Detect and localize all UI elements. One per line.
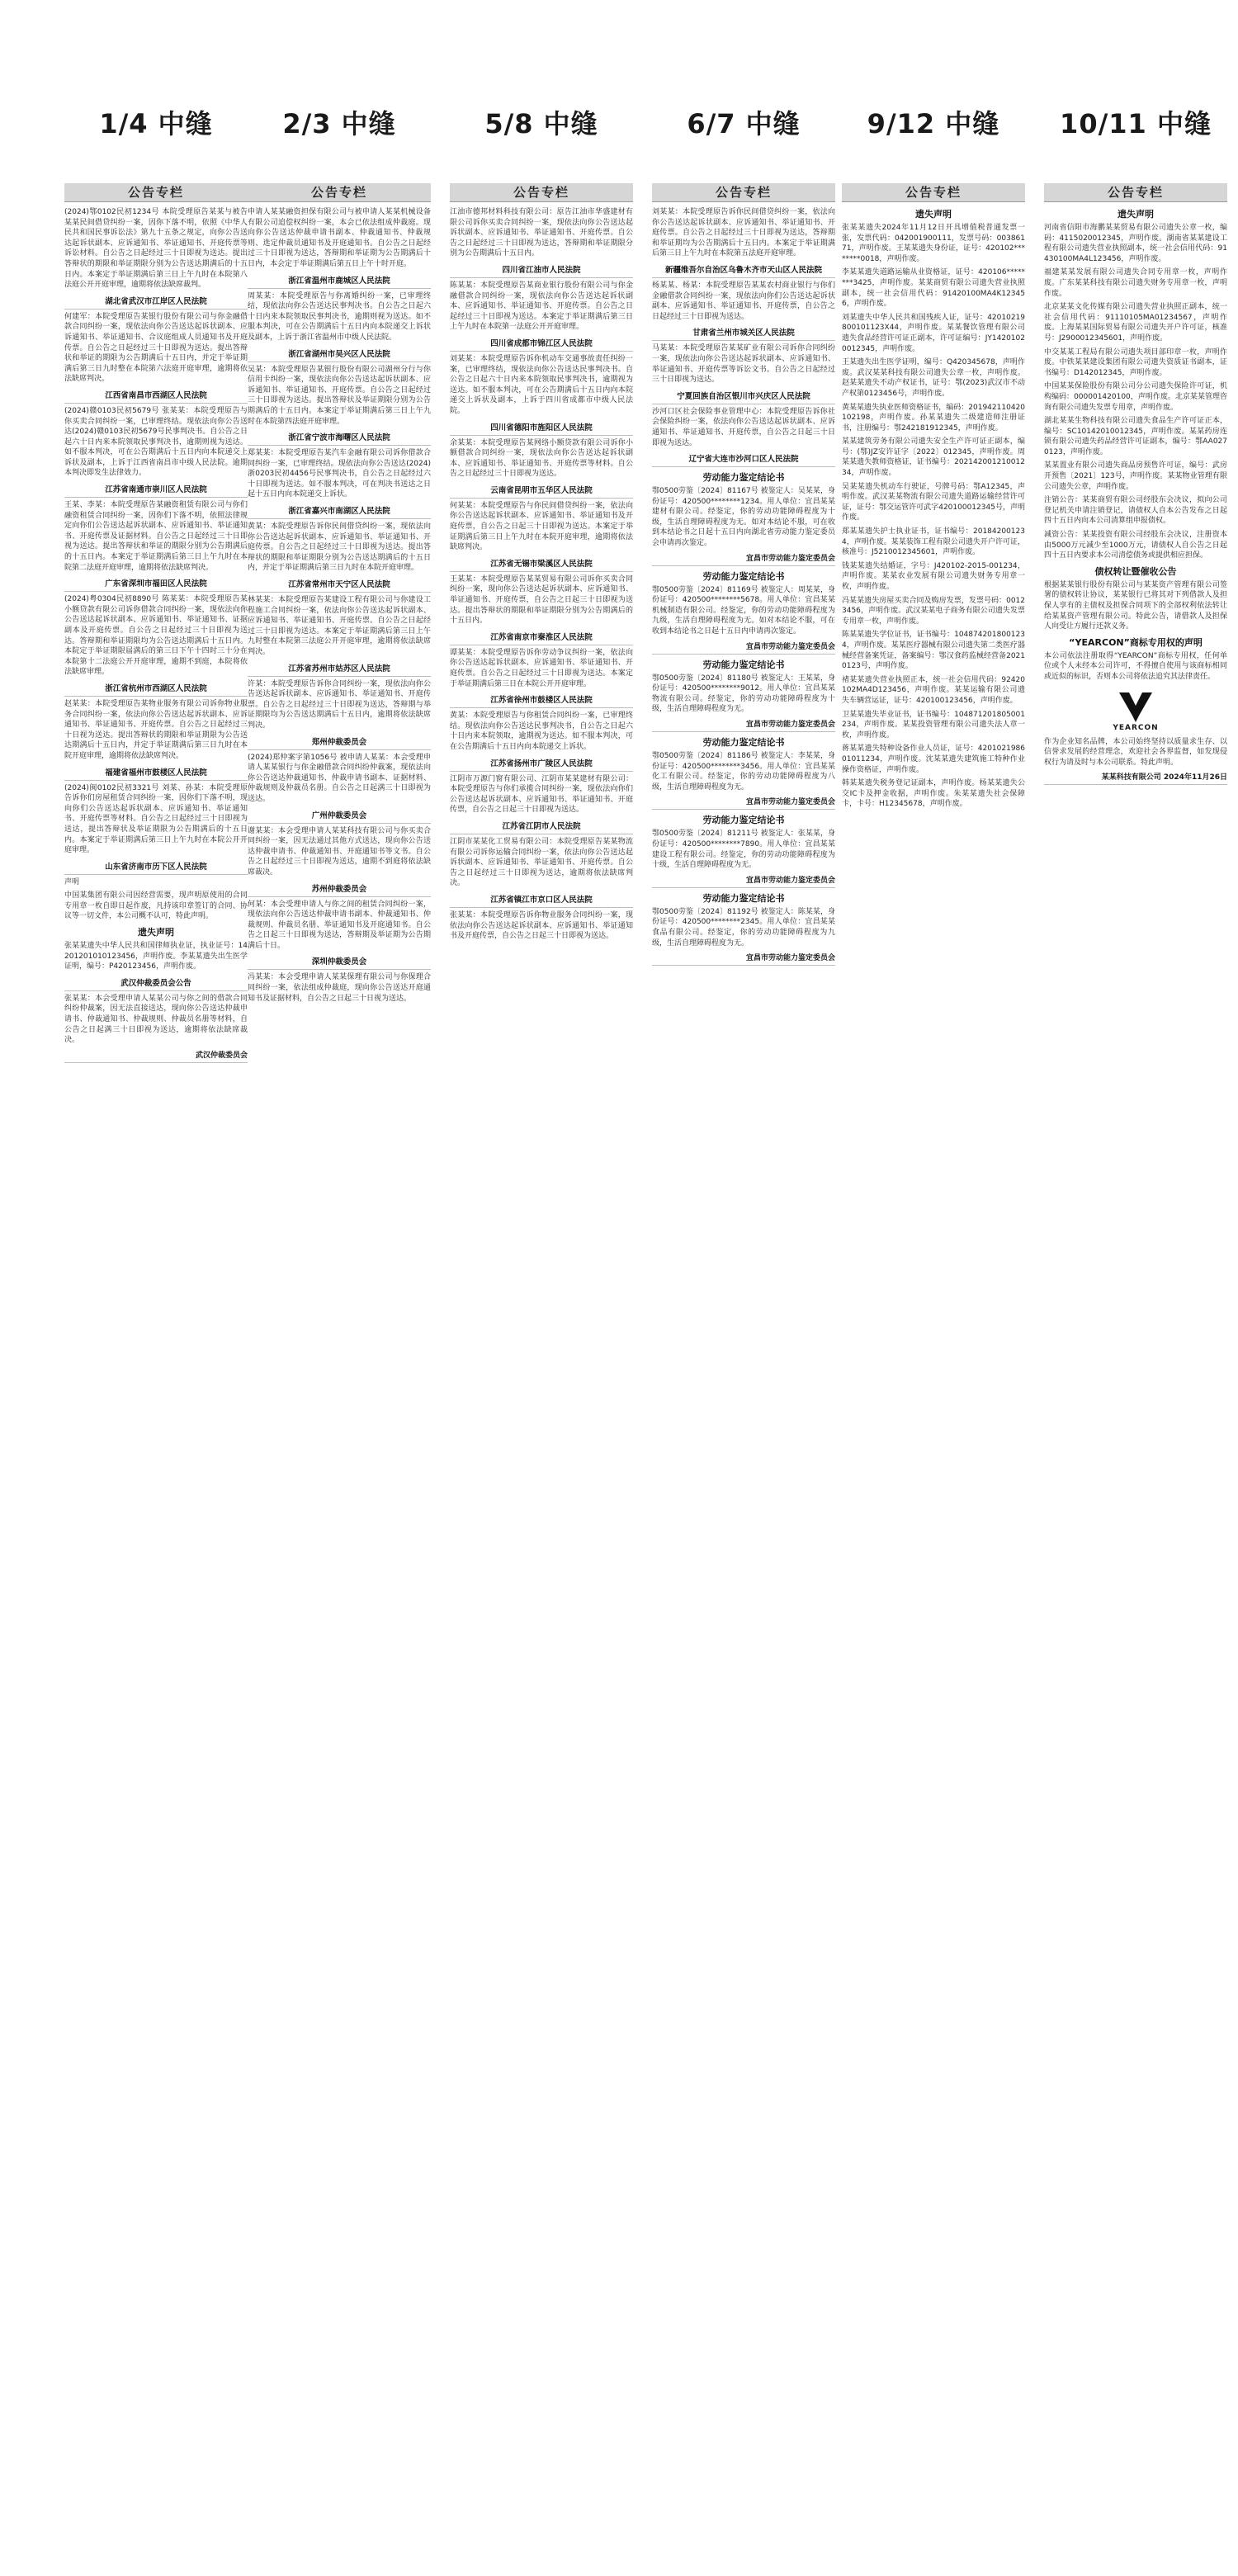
- notice-text: 张某某：本院受理原告诉你物业服务合同纠纷一案，现依法向你公告送达起诉状副本、应诉通知书、举证通知书及开庭传票，自公告之日起三十日即视为送达。: [450, 910, 633, 941]
- notice-text: 王某、李某：本院受理原告某融资租赁有限公司与你们融资租赁合同纠纷一案，因你们下落不明，依照法律规定向你们公告送达起诉状副本、应诉通知书、举证通知书、开庭传票及证据材料。自公告之日起经过三十日即视为送达。提出答辩状和举证的期限分别为公告期满后的十五日内。本案定于举证期满后第三日上午九时在本院第二法庭开庭审理，逾期将依法缺席判决。: [64, 501, 248, 572]
- notice-text: 黄某：本院受理原告诉你民间借贷纠纷一案，现依法向你公告送达起诉状副本、应诉通知书、举证通知书、开庭传票。自公告之日起经过三十日即视为送达。提出答辩状的期限和举证期限分别为公告送达期满后的十五日内，并定于举证期满后第三日九时在本院开庭审理。: [248, 522, 431, 573]
- issuer-name: 浙江省湖州市吴兴区人民法院: [288, 349, 390, 359]
- notice-text: 黄某某遗失执业医师资格证书，编码：201942110420102198，声明作废。孙某某遗失二级建造师注册证书，注册编号：鄂242181912345，声明作废。: [842, 403, 1025, 432]
- divider: [450, 707, 633, 708]
- notice-text: 鄂0500劳鉴〔2024〕81169号 被鉴定人：周某某，身份证号：420500********5678。用人单位：宜昌某某机械制造有限公司。经鉴定，你的劳动功能障碍程度为九级，生活自理障碍程度为无。如对本结论不服，可在收到本结论书之日起十五日内申请再次鉴定。: [652, 585, 835, 636]
- column-header: 2/3 中缝: [282, 108, 396, 139]
- notice-text: 声明: [64, 877, 80, 886]
- column-header: 5/8 中缝: [484, 108, 598, 139]
- divider: [64, 780, 248, 781]
- divider: [652, 565, 835, 566]
- divider: [248, 518, 431, 519]
- notice-column: [248, 183, 431, 1007]
- notice-text: 余某某：本院受理原告某网络小额贷款有限公司诉你小额借款合同纠纷一案，现依法向你公告送达起诉状副本、应诉通知书、举证通知书、开庭传票等材料。自公告之日起经过三十日即视为送达。: [450, 438, 633, 479]
- divider: [652, 340, 835, 341]
- divider: [64, 874, 248, 875]
- notice-text: 蒋某某遗失特种设备作业人员证，证号：420102198601011234，声明作废。沈某某遗失建筑施工特种作业操作资格证，声明作废。: [842, 744, 1025, 774]
- divider: [248, 445, 431, 446]
- divider: [652, 887, 835, 888]
- notice-column: [64, 183, 248, 1066]
- issuer-name: 湖北省武汉市江岸区人民法院: [105, 296, 207, 306]
- notice-text: 李某某遗失道路运输从业资格证，证号：420106********3425，声明作废。某某商贸有限公司遗失营业执照副本，统一社会信用代码：91420100MA4K123456，声明作废。: [842, 268, 1025, 309]
- notice-text: 鄂0500劳鉴〔2024〕81180号 被鉴定人：王某某，身份证号：420500********9012。用人单位：宜昌某某物流有限公司。经鉴定，你的劳动功能障碍程度为十级，生活自理障碍程度为无。: [652, 674, 835, 714]
- issuer-name: 武汉仲裁委员会公告: [120, 978, 191, 988]
- notice-text: 刘某遗失中华人民共和国残疾人证，证号：42010219800101123X44，声明作废。某某餐饮管理有限公司遗失食品经营许可证正副本，许可证编号：JY14201020012345，声明作废。: [842, 313, 1025, 353]
- notice-text: 陈某某：本院受理原告某商业银行股份有限公司与你金融借款合同纠纷一案，现依法向你公告送达起诉状副本、应诉通知书、举证通知书、开庭传票。自公告之日起经过三十日即视为送达。本案定于举证期满后第三日上午九时在本院第一法庭公开开庭审理。: [450, 281, 633, 332]
- notice-text: 河南省信阳市海鹏某某贸易有限公司遗失公章一枚，编码：4115020012345，声明作废。湖南省某某建设工程有限公司遗失营业执照副本，统一社会信用代码：91430100MA4L123456，声明作废。: [1044, 224, 1227, 263]
- notice-signature: 武汉仲裁委员会: [195, 1051, 248, 1060]
- divider: [248, 676, 431, 677]
- notice-text: 申请人某某融资担保有限公司与被申请人某某机械设备有限公司追偿权纠纷一案，本会已依法组成仲裁庭。现向你公告送达仲裁申请书副本、仲裁通知书、仲裁规则、选定仲裁员通知书及开庭通知书。自公告之日起经过三十日即视为送达，答辩期和举证期为公告期满后十日内，本会定于举证期满后第五日上午十时开庭。: [248, 208, 431, 268]
- column-header: 1/4 中缝: [99, 108, 213, 139]
- notice-text: 本公司依法注册取得“YEARCON”商标专用权，任何单位或个人未经本公司许可，不得擅自使用与该商标相同或近似的标识，否则本公司将依法追究其法律责任。: [1044, 651, 1227, 681]
- notice-text: 中国某某保险股份有限公司分公司遗失保险许可证，机构编码：000001420100，声明作废。北京某某管理咨询有限公司遗失发票专用章，声明作废。: [1044, 382, 1227, 412]
- divider: [652, 654, 835, 655]
- notice-text: 沙河口区社会保险事业管理中心：本院受理原告诉你社会保险纠纷一案，依法向你公告送达起诉状副本、应诉通知书、举证通知书、开庭传票，自公告之日起三十日即视为送达。: [652, 407, 835, 447]
- notice-text: 中国某集团有限公司因经营需要，现声明原使用的合同专用章一枚自即日起作废，凡持该印章签订的合同、协议等一切文件，本公司概不认可，特此声明。: [64, 891, 248, 921]
- notice-text: (2024)粤0304民初8890号 陈某某：本院受理原告某小额贷款有限公司诉你借款合同纠纷一案，现依法向你公告送达起诉状副本、应诉通知书、举证通知书、证据副本及开庭传票。自公告之日起经过三十日即视为送达。答辩期和举证期限均为公告送达期满后十五日内。本院定于举证期限届满后的第三日下午十四时三十分在本院第十二法庭公开开庭审理，逾期不到庭，本院将依法缺席审理。: [64, 595, 248, 677]
- notice-text: 鄂0500劳鉴〔2024〕81186号 被鉴定人：李某某，身份证号：420500********3456。用人单位：宜昌某某化工有限公司。经鉴定，你的劳动功能障碍程度为八级，生活自理障碍程度为无。: [652, 752, 835, 792]
- notice-text: 鄂0500劳鉴〔2024〕81192号 被鉴定人：陈某某，身份证号：420500********2345。用人单位：宜昌某某食品有限公司。经鉴定，你的劳动功能障碍程度为九级，生活自理障碍程度为无。: [652, 907, 835, 948]
- notice-text: 根据某某银行股份有限公司与某某资产管理有限公司签署的债权转让协议，某某银行已将其对下列借款人及担保人享有的主债权及担保合同项下的全部权利依法转让给某某资产管理有限公司。特此公告，请借款人及担保人向受让方履行还款义务。: [1044, 580, 1227, 631]
- notice-text: 周某某：本院受理原告与你离婚纠纷一案，已审理终结，现依法向你公告送达民事判决书。自公告之日起六十日内来本院领取民事判决书，逾期则视为送达。如不服本判决，可在公告期满后十五日内向本院递交上诉状及副本，上诉于浙江省温州市中级人民法院。: [248, 291, 431, 342]
- issuer-name: 四川省成都市锦江区人民法院: [490, 338, 593, 348]
- issuer-name: 新疆维吾尔自治区乌鲁木齐市天山区人民法院: [664, 265, 822, 275]
- notice-text: 江阴市某某化工贸易有限公司：本院受理原告某某物流有限公司诉你运输合同纠纷一案，依法向你公告送达起诉状副本、应诉通知书、举证通知书、开庭传票。自公告之日起经过三十日即视为送达，逾期将依法缺席判决。: [450, 837, 633, 888]
- notice-text: 谢某某：本会受理申请人某某科技有限公司与你买卖合同纠纷一案，因无法通过其他方式送达，现向你公告送达仲裁申请书、仲裁通知书、开庭通知书等文书。自公告之日起经过三十日即视为送达，逾期不到庭将依法缺席裁决。: [248, 826, 431, 877]
- notice-signature: 某某科技有限公司 2024年11月26日: [1101, 773, 1227, 782]
- notice-text: 何某：本会受理申请人与你之间的租赁合同纠纷一案，现依法向你公告送达仲裁申请书副本、仲裁通知书、仲裁规则、仲裁员名册、举证通知书及开庭通知书。自公告之日起三十日即视为送达，答辩期及举证期为公告期满后十日。: [248, 900, 431, 950]
- notice-text: 黄某：本院受理原告与你租赁合同纠纷一案，已审理终结。现依法向你公告送达民事判决书，自公告之日起六十日内来本院领取，逾期视为送达。如不服本判决，可在公告期满后十五日内向本院递交上诉状。: [450, 711, 633, 751]
- divider: [652, 731, 835, 732]
- divider: [64, 497, 248, 498]
- notice-text: 刘某某：本院受理原告诉你机动车交通事故责任纠纷一案，已审理终结，现依法向你公告送达民事判决书。自公告之日起六十日内来本院领取民事判决书，逾期视为送达。如不服本判决，可在公告期满后十五日内向本院递交上诉状及副本，上诉于四川省成都市中级人民法院。: [450, 354, 633, 415]
- issuer-name: 江苏省苏州市姑苏区人民法院: [288, 664, 390, 674]
- notice-text: 何建军：本院受理原告某银行股份有限公司与你金融借款合同纠纷一案，现依法向你公告送达起诉状副本、应诉通知书、举证通知书、合议庭组成人员通知书及开庭传票。自公告之日起经过三十日即视为送达。提出答辩状和举证的期限为公告期满后十五日内，并定于举证期满后第三日九时整在本院第六法庭开庭审理，逾期将依法缺席判决。: [64, 312, 248, 384]
- divider: [64, 591, 248, 592]
- issuer-name: 广州仲裁委员会: [311, 811, 367, 820]
- notice-text: 谭某某：本院受理原告诉你劳动争议纠纷一案，依法向你公告送达起诉状副本、应诉通知书、举证通知书、开庭传票。自公告之日起经过三十日即视为送达。本案定于举证期满后第三日在本院公开开庭审理。: [450, 648, 633, 688]
- notice-title: 劳动能力鉴定结论书: [702, 472, 785, 484]
- divider: [248, 592, 431, 593]
- notice-text: 作为企业知名品牌，本公司始终坚持以质量求生存、以信誉求发展的经营理念，欢迎社会各界监督，如发现侵权行为请及时与本公司联系。特此声明。: [1044, 737, 1227, 767]
- notice-text: 卫某某遗失毕业证书，证书编号：104871201805001234，声明作废。某某投资管理有限公司遗失法人章一枚，声明作废。: [842, 710, 1025, 740]
- notice-title: 债权转让暨催收公告: [1094, 565, 1177, 577]
- issuer-name: 广东省深圳市福田区人民法院: [105, 579, 207, 589]
- issuer-name: 山东省济南市历下区人民法院: [105, 862, 207, 872]
- issuer-name: 深圳仲裁委员会: [311, 957, 367, 967]
- notice-text: 赵某某：本院受理原告某物业服务有限公司诉你物业服务合同纠纷一案，依法向你公告送达起诉状副本、应诉通知书、举证通知书、开庭传票。自公告之日起经过三十日视为送达。提出答辩状的期限和举证期限为公告送达期满后十五日内，并定于举证期满后第三日九时在本院开庭审理，逾期将依法缺席判决。: [64, 699, 248, 760]
- notice-text: 张某某遗失2024年11月12日开具增值税普通发票一张，发票代码：042001900111，发票号码：00386171，声明作废。王某某遗失身份证，证号：420102********0018，声明作废。: [842, 224, 1025, 263]
- notice-signature: 宜昌市劳动能力鉴定委员会: [745, 642, 835, 651]
- issuer-name: 福建省福州市鼓楼区人民法院: [105, 768, 207, 778]
- divider: [652, 277, 835, 278]
- notice-column: [450, 183, 633, 945]
- divider: [64, 403, 248, 404]
- divider: [450, 907, 633, 908]
- issuer-name: 江苏省徐州市鼓楼区人民法院: [490, 696, 593, 706]
- divider: [450, 435, 633, 436]
- notice-signature: 宜昌市劳动能力鉴定委员会: [745, 721, 835, 729]
- notice-text: 刘某某：本院受理原告诉你民间借贷纠纷一案，依法向你公告送达起诉状副本、应诉通知书、举证通知书、开庭传票。自公告之日起经过三十日即视为送达，答辩期和举证期均为公告期满后十五日内。本案定于举证期满后第三日上午九时在本院第五法庭开庭审理。: [652, 208, 835, 258]
- divider: [652, 466, 835, 467]
- notice-title: 遗失声明: [915, 209, 952, 220]
- issuer-name: 宁夏回族自治区银川市兴庆区人民法院: [677, 391, 810, 401]
- notice-column: [1044, 183, 1227, 787]
- notice-text: 何某某：本院受理原告与你民间借贷纠纷一案，依法向你公告送达起诉状副本、应诉通知书、举证通知书及开庭传票，自公告之日起三十日即视为送达。本案定于举证期满后第三日上午九时在本院开庭审理，逾期将依法缺席判决。: [450, 501, 633, 552]
- notice-title: 劳动能力鉴定结论书: [702, 659, 785, 670]
- divider: [450, 771, 633, 772]
- column-banner: 公告专栏: [450, 183, 633, 202]
- divider: [450, 498, 633, 499]
- notice-title: 劳动能力鉴定结论书: [702, 570, 785, 582]
- issuer-name: 江苏省江阴市人民法院: [502, 821, 581, 831]
- divider: [450, 571, 633, 572]
- notice-signature: 宜昌市劳动能力鉴定委员会: [745, 954, 835, 963]
- divider: [64, 309, 248, 310]
- column-banner: 公告专栏: [248, 183, 431, 202]
- issuer-name: 江西省南昌市西湖区人民法院: [105, 390, 207, 400]
- divider: [1044, 784, 1227, 785]
- divider: [248, 749, 431, 750]
- notice-text: 许某：本院受理原告诉你合同纠纷一案，现依法向你公告送达起诉状副本、应诉通知书、举证通知书、开庭传票。自公告之日起经过三十日即视为送达，答辩期与举证期限均为公告送达期满后十五日内，逾期将依法缺席判决。: [248, 679, 431, 730]
- notice-text: 张某某：本会受理申请人某某公司与你之间的借款合同纠纷仲裁案，因无法直接送达，现向你公告送达仲裁申请书、仲裁通知书、仲裁规则、仲裁员名册等材料，自公告之日起满三十日即视为送达，逾期将依法缺席裁决。: [64, 994, 248, 1045]
- notice-column: [842, 183, 1025, 813]
- notice-title: 遗失声明: [1118, 209, 1154, 220]
- column-banner: 公告专栏: [842, 183, 1025, 202]
- notice-text: 王某遗失出生医学证明，编号：Q420345678，声明作废。武汉某某科技有限公司遗失公章一枚，声明作废。赵某某遗失不动产权证书，证号：鄂(2023)武汉市不动产权第0123456号，声明作废。: [842, 358, 1025, 398]
- divider: [450, 277, 633, 278]
- issuer-name: 苏州仲裁委员会: [311, 884, 367, 894]
- notice-text: 钱某某遗失结婚证，字号：J420102-2015-001234，声明作废。某某农业发展有限公司遗失财务专用章一枚，声明作废。: [842, 561, 1025, 591]
- notice-text: 福建某某发展有限公司遗失合同专用章一枚，声明作废。广东某某科技有限公司遗失财务专用章一枚，声明作废。: [1044, 268, 1227, 298]
- notice-text: 注销公告：某某商贸有限公司经股东会决议，拟向公司登记机关申请注销登记，请债权人自本公告发布之日起四十五日内向本公司清算组申报债权。: [1044, 496, 1227, 526]
- notice-text: 江阴市万源门窗有限公司、江阴市某某建材有限公司：本院受理原告与你们承揽合同纠纷一案，现依法向你们公告送达起诉状副本、应诉通知书、举证通知书、开庭传票，自公告之日起三十日即视为送达。: [450, 774, 633, 815]
- issuer-name: 四川省江油市人民法院: [502, 265, 581, 275]
- divider: [652, 965, 835, 966]
- issuer-name: 浙江省宁波市海曙区人民法院: [288, 433, 390, 443]
- issuer-name: 郑州仲裁委员会: [311, 737, 367, 747]
- divider: [450, 351, 633, 352]
- notice-text: 鄂0500劳鉴〔2024〕81211号 被鉴定人：张某某，身份证号：420500********7890。用人单位：宜昌某某建设工程有限公司。经鉴定，你的劳动功能障碍程度为十级，生活自理障碍程度为无。: [652, 830, 835, 870]
- notice-title: 劳动能力鉴定结论书: [702, 815, 785, 826]
- notice-title: 劳动能力鉴定结论书: [702, 737, 785, 748]
- notice-text: (2024)闽0102民初3321号 刘某、孙某：本院受理原告诉你们房屋租赁合同纠纷一案，因你们下落不明，现向你们公告送达起诉状副本、应诉通知书、举证通知书、开庭传票等材料。自公告之日起经过三十日即视为送达，提出答辩状及举证期限为公告期满后的十五日内。本案定于举证期满后第三日上午九时在本院公开开庭审理。: [64, 783, 248, 855]
- notice-text: 减资公告：某某投资有限公司经股东会决议，注册资本由5000万元减少至1000万元，请债权人自公告之日起四十五日内要求本公司清偿债务或提供相应担保。: [1044, 531, 1227, 560]
- column-banner: 公告专栏: [652, 183, 835, 202]
- issuer-name: 江苏省无锡市梁溪区人民法院: [490, 559, 593, 569]
- notice-text: (2024)郑仲案字第1056号 被申请人某某：本会受理申请人某某银行与你金融借款合同纠纷仲裁案，现依法向你公告送达仲裁通知书、仲裁申请书副本、证据材料、仲裁规则及仲裁员名册。自公告之日起满三十日即视为送达。: [248, 753, 431, 803]
- issuer-name: 江苏省南京市秦淮区人民法院: [490, 632, 593, 642]
- notice-text: 吴某：本院受理原告某银行股份有限公司湖州分行与你信用卡纠纷一案，现依法向你公告送达起诉状副本、应诉通知书、举证通知书、开庭传票。自公告之日起经过三十日即视为送达。提出答辩状及举证期限分别为公告期满后的十五日内。本案定于举证期满后第三日上午九时在本院第四法庭开庭审理。: [248, 365, 431, 426]
- issuer-name: 云南省昆明市五华区人民法院: [490, 485, 593, 495]
- issuer-name: 浙江省温州市鹿城区人民法院: [288, 276, 390, 286]
- notice-text: 郑某某遗失护士执业证书，证书编号：201842001234，声明作废。某某装饰工程有限公司遗失开户许可证，核准号：J5210012345601，声明作废。: [842, 527, 1025, 557]
- notice-text: 韩某某遗失税务登记证副本，声明作废。杨某某遗失公交IC卡及押金收据，声明作废。朱某某遗失社会保障卡，卡号：H12345678，声明作废。: [842, 779, 1025, 809]
- notice-text: 江油市德邦材料科技有限公司：原告江油市华盛建材有限公司诉你买卖合同纠纷一案，现依法向你公告送达起诉状副本、应诉通知书、举证通知书、开庭传票。自公告之日起经过三十日即视为送达，答辩期和举证期限分别为公告期满后十五日内。: [450, 208, 633, 258]
- notice-signature: 宜昌市劳动能力鉴定委员会: [745, 798, 835, 807]
- notice-text: 湖北某某生物科技有限公司遗失食品生产许可证正本，编号：SC10142010012345，声明作废。某某药房连锁有限公司遗失药品经营许可证副本，编号：鄂AA0270123，声明作废。: [1044, 417, 1227, 456]
- notice-title: 劳动能力鉴定结论书: [702, 892, 785, 904]
- notice-signature: 宜昌市劳动能力鉴定委员会: [745, 554, 835, 563]
- notice-text: 张某某遗失中华人民共和国律师执业证，执业证号：14201201010123456，声明作废。李某某遗失出生医学证明，编号：P420123456，声明作废。: [64, 942, 248, 971]
- issuer-name: 江苏省镇江市京口区人民法院: [490, 895, 593, 905]
- notice-text: 吴某某遗失机动车行驶证，号牌号码：鄂A12345，声明作废。武汉某某物流有限公司遗失道路运输经营许可证，证号：鄂交运管许可武字420100012345号，声明作废。: [842, 482, 1025, 522]
- notice-text: 北京某某文化传媒有限公司遗失营业执照正副本，统一社会信用代码：91110105MA01234567，声明作废。上海某某国际贸易有限公司遗失开户许可证，核准号：J2900012345601，声明作废。: [1044, 303, 1227, 343]
- notice-text: 某某建筑劳务有限公司遗失安全生产许可证正副本，编号：(鄂)JZ安许证字〔2022〕012345，声明作废。周某某遗失教师资格证，证书编号：20214200121001234，声明作废。: [842, 437, 1025, 478]
- column-header: 6/7 中缝: [687, 108, 801, 139]
- divider: [248, 896, 431, 897]
- notice-text: 冯某某遗失房屋买卖合同及购房发票，发票号码：00123456，声明作废。武汉某某电子商务有限公司遗失发票专用章一枚，声明作废。: [842, 596, 1025, 626]
- notice-text: (2024)鄂0102民初1234号 本院受理原告某某与被告某某民间借贷纠纷一案，因你下落不明，依照《中华人民共和国民事诉讼法》第九十五条之规定，向你公告送达起诉状副本、应诉通知书、举证通知书、开庭传票等诉讼材料。自公告之日起经过三十日即视为送达。提出答辩状的期限和举证期限分别为公告送达期满后的十五日内。本案定于举证期满后第三日上午九时在本院第八法庭公开开庭审理，逾期将依法缺席裁判。: [64, 208, 248, 290]
- issuer-name: 浙江省嘉兴市南湖区人民法院: [288, 507, 390, 517]
- notice-text: 马某某：本院受理原告某某矿业有限公司诉你合同纠纷一案，现依法向你公告送达起诉状副本、应诉通知书、举证通知书、开庭传票等诉讼文书。自公告之日起经过三十日即视为送达。: [652, 344, 835, 385]
- issuer-name: 江苏省扬州市广陵区人民法院: [490, 759, 593, 768]
- yearcon-logo: [1103, 691, 1169, 732]
- divider: [248, 288, 431, 289]
- issuer-name: 四川省德阳市旌阳区人民法院: [490, 423, 593, 432]
- notice-text: 林某某：本院受理原告某建设工程有限公司与你建设工程施工合同纠纷一案，依法向你公告送达起诉状副本、应诉通知书、举证通知书、开庭传票。自公告之日起经过三十日即视为送达。本案定于举证期满后第三日上午九时整在本院第三法庭公开开庭审理，逾期将依法缺席判决。: [248, 596, 431, 656]
- logo-wordmark: YEARCON: [1113, 723, 1159, 732]
- issuer-name: 江苏省常州市天宁区人民法院: [288, 580, 390, 590]
- divider: [64, 990, 248, 991]
- notice-text: 陈某某遗失学位证书，证书编号：1048742018001234，声明作废。某某医疗器械有限公司遗失第二类医疗器械经营备案凭证，备案编号：鄂汉食药监械经营备20210123号，声明作废。: [842, 631, 1025, 671]
- notice-text: 冯某某：本会受理申请人某某保理有限公司与你保理合同纠纷一案，依法组成仲裁庭，现向你公告送达开庭通知书及证据材料，自公告之日起三十日视为送达。: [248, 973, 431, 1003]
- divider: [64, 696, 248, 697]
- notice-text: 褚某某遗失营业执照正本，统一社会信用代码：92420102MA4D123456，声明作废。某某运输有限公司遗失车辆营运证，证号：420100123456，声明作废。: [842, 675, 1025, 705]
- column-banner: 公告专栏: [1044, 183, 1227, 202]
- notice-column: [652, 183, 835, 968]
- divider: [248, 823, 431, 824]
- notice-text: 王某某：本院受理原告某某贸易有限公司诉你买卖合同纠纷一案，现向你公告送达起诉状副本、应诉通知书、举证通知书、开庭传票，自公告之日起三十日即视为送达。提出答辩状的期限和举证期限分别为公告期满后的十五日内。: [450, 574, 633, 626]
- divider: [248, 969, 431, 970]
- notice-text: 郑某某：本院受理原告某汽车金融有限公司诉你借款合同纠纷一案，已审理终结。现依法向你公告送达(2024)浙0203民初4456号民事判决书，自公告之日起经过六十日即视为送达。如不服本判决，可在判决书送达之日起十五日内向本院递交上诉状。: [248, 449, 431, 499]
- issuer-name: 浙江省杭州市西湖区人民法院: [105, 683, 207, 693]
- notice-text: 某某置业有限公司遗失商品房预售许可证，编号：武房开预售〔2021〕123号，声明作废。某某物业管理有限公司遗失公章，声明作废。: [1044, 461, 1227, 491]
- issuer-name: 辽宁省大连市沙河口区人民法院: [688, 455, 799, 465]
- column-header: 10/11 中缝: [1060, 108, 1212, 139]
- notice-title: 遗失声明: [138, 927, 174, 938]
- notice-signature: 宜昌市劳动能力鉴定委员会: [745, 876, 835, 885]
- issuer-name: 甘肃省兰州市城关区人民法院: [692, 328, 795, 338]
- column-banner: 公告专栏: [64, 183, 248, 202]
- notice-text: (2024)赣0103民初5679号 张某某：本院受理原告与你买卖合同纠纷一案，已审理终结。现依法向你公告送达(2024)赣0103民初5679号民事判决书。自公告之日起六十日内来本院领取民事判决书，逾期则视为送达。如不服本判决，可在公告期满后十五日内向本院递交上诉状及副本，上诉于江西省南昌市中级人民法院。逾期本判决即发生法律效力。: [64, 406, 248, 478]
- notice-text: 鄂0500劳鉴〔2024〕81167号 被鉴定人：吴某某，身份证号：420500********1234。用人单位：宜昌某某建材有限公司。经鉴定，你的劳动功能障碍程度为十级，生活自理障碍程度为无。如对本结论不服，可在收到本结论书之日起十五日内向湖北省劳动能力鉴定委员会申请再次鉴定。: [652, 487, 835, 548]
- notice-text: 中交某某工程局有限公司遗失项目部印章一枚，声明作废。中铁某某建设集团有限公司遗失资质证书副本，证书编号：D142012345，声明作废。: [1044, 347, 1227, 377]
- notice-title: “YEARCON”商标专用权的声明: [1069, 636, 1203, 648]
- divider: [64, 1062, 248, 1063]
- notice-text: 杨某某、杨某：本院受理原告某某农村商业银行与你们金融借款合同纠纷一案，现依法向你们公告送达起诉状副本、应诉通知书、举证通知书、开庭传票，自公告之日起经过三十日即视为送达。: [652, 281, 835, 321]
- issuer-name: 江苏省南通市崇川区人民法院: [105, 485, 207, 495]
- column-header: 9/12 中缝: [867, 108, 1000, 139]
- divider: [652, 809, 835, 810]
